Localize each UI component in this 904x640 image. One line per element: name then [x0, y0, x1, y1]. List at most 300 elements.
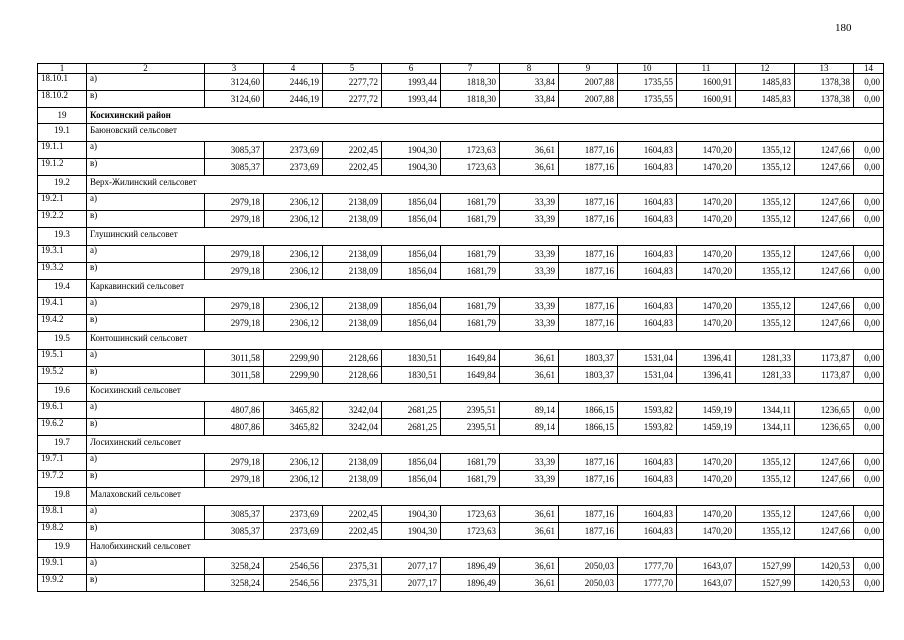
- cell-value: 3124,60: [205, 74, 264, 91]
- group-row: [38, 436, 884, 454]
- cell-value: 2138,09: [323, 315, 382, 332]
- row-label: в): [87, 211, 205, 228]
- cell-value: 1355,12: [736, 506, 795, 523]
- cell-value: 1649,84: [441, 350, 500, 367]
- cell-value: 2202,45: [323, 506, 382, 523]
- cell-value: 1643,07: [677, 558, 736, 575]
- cell-value: 36,61: [500, 350, 559, 367]
- cell-value: 1247,66: [795, 159, 854, 176]
- cell-value: 1866,15: [559, 419, 618, 436]
- row-label: а): [87, 246, 205, 263]
- cell-value: 1355,12: [736, 298, 795, 315]
- cell-value: 33,84: [500, 74, 559, 91]
- group-row: [38, 280, 884, 298]
- cell-value: 1355,12: [736, 211, 795, 228]
- cell-value: 0,00: [854, 575, 884, 592]
- cell-value: 1856,04: [382, 454, 441, 471]
- cell-value: 2446,19: [264, 74, 323, 91]
- cell-value: 1247,66: [795, 471, 854, 488]
- cell-value: 1247,66: [795, 523, 854, 540]
- cell-value: 4807,86: [205, 419, 264, 436]
- cell-value: 0,00: [854, 142, 884, 159]
- group-row: [38, 488, 884, 506]
- cell-value: 1856,04: [382, 194, 441, 211]
- cell-value: 2138,09: [323, 471, 382, 488]
- row-label: в): [87, 367, 205, 384]
- column-number: 2: [87, 64, 205, 74]
- row-label: в): [87, 315, 205, 332]
- cell-value: 2546,56: [264, 575, 323, 592]
- row-code: 19.6.2: [38, 419, 87, 436]
- group-title: Лосихинский сельсовет: [87, 436, 884, 454]
- row-code: 19.5.1: [38, 350, 87, 367]
- cell-value: 3085,37: [205, 142, 264, 159]
- cell-value: 2446,19: [264, 91, 323, 108]
- cell-value: 2979,18: [205, 454, 264, 471]
- group-row: [38, 384, 884, 402]
- column-number: 10: [618, 64, 677, 74]
- cell-value: 1604,83: [618, 506, 677, 523]
- column-number: 11: [677, 64, 736, 74]
- cell-value: 3085,37: [205, 506, 264, 523]
- row-label: а): [87, 74, 205, 91]
- cell-value: 1604,83: [618, 211, 677, 228]
- cell-value: 1470,20: [677, 523, 736, 540]
- cell-value: 0,00: [854, 402, 884, 419]
- cell-value: 1459,19: [677, 402, 736, 419]
- cell-value: 1856,04: [382, 246, 441, 263]
- row-label: а): [87, 506, 205, 523]
- cell-value: 1604,83: [618, 523, 677, 540]
- row-label: в): [87, 263, 205, 280]
- row-code: 19.7.1: [38, 454, 87, 471]
- cell-value: 33,39: [500, 211, 559, 228]
- table-row: [38, 246, 884, 263]
- cell-value: 1877,16: [559, 263, 618, 280]
- table-row: [38, 263, 884, 280]
- cell-value: 1643,07: [677, 575, 736, 592]
- cell-value: 0,00: [854, 211, 884, 228]
- table-row: [38, 91, 884, 108]
- row-code: 18.10.1: [38, 74, 87, 91]
- cell-value: 1877,16: [559, 471, 618, 488]
- cell-value: 1344,11: [736, 402, 795, 419]
- cell-value: 2546,56: [264, 558, 323, 575]
- group-code: 19.7: [38, 436, 87, 454]
- cell-value: 1236,65: [795, 402, 854, 419]
- cell-value: 1877,16: [559, 159, 618, 176]
- table-row: [38, 558, 884, 575]
- cell-value: 1470,20: [677, 298, 736, 315]
- cell-value: 3124,60: [205, 91, 264, 108]
- cell-value: 1877,16: [559, 315, 618, 332]
- cell-value: 2375,31: [323, 558, 382, 575]
- column-number: 13: [795, 64, 854, 74]
- row-label: а): [87, 454, 205, 471]
- cell-value: 0,00: [854, 91, 884, 108]
- row-code: 19.9.1: [38, 558, 87, 575]
- cell-value: 33,39: [500, 471, 559, 488]
- cell-value: 33,39: [500, 454, 559, 471]
- cell-value: 1604,83: [618, 298, 677, 315]
- district-title: Косихинский район: [87, 108, 884, 124]
- table-row: [38, 194, 884, 211]
- cell-value: 2979,18: [205, 194, 264, 211]
- table-row: [38, 575, 884, 592]
- cell-value: 1247,66: [795, 211, 854, 228]
- cell-value: 2306,12: [264, 211, 323, 228]
- row-code: 19.2.2: [38, 211, 87, 228]
- cell-value: 2681,25: [382, 402, 441, 419]
- cell-value: 1355,12: [736, 194, 795, 211]
- cell-value: 2373,69: [264, 159, 323, 176]
- group-row: [38, 332, 884, 350]
- cell-value: 2681,25: [382, 419, 441, 436]
- cell-value: 1830,51: [382, 350, 441, 367]
- cell-value: 2202,45: [323, 142, 382, 159]
- cell-value: 2979,18: [205, 298, 264, 315]
- cell-value: 1470,20: [677, 315, 736, 332]
- cell-value: 1803,37: [559, 367, 618, 384]
- cell-value: 1681,79: [441, 194, 500, 211]
- cell-value: 3011,58: [205, 367, 264, 384]
- cell-value: 0,00: [854, 263, 884, 280]
- cell-value: 2306,12: [264, 471, 323, 488]
- cell-value: 2375,31: [323, 575, 382, 592]
- cell-value: 1896,49: [441, 575, 500, 592]
- cell-value: 2979,18: [205, 471, 264, 488]
- cell-value: 1355,12: [736, 246, 795, 263]
- cell-value: 0,00: [854, 350, 884, 367]
- group-row: [38, 228, 884, 246]
- cell-value: 33,39: [500, 263, 559, 280]
- cell-value: 4807,86: [205, 402, 264, 419]
- cell-value: 0,00: [854, 523, 884, 540]
- column-number: 7: [441, 64, 500, 74]
- cell-value: 1247,66: [795, 315, 854, 332]
- cell-value: 0,00: [854, 558, 884, 575]
- table-row: [38, 471, 884, 488]
- cell-value: 2138,09: [323, 263, 382, 280]
- cell-value: 1681,79: [441, 263, 500, 280]
- group-title: Налобихинский сельсовет: [87, 540, 884, 558]
- group-row: [38, 540, 884, 558]
- cell-value: 2373,69: [264, 523, 323, 540]
- cell-value: 0,00: [854, 74, 884, 91]
- cell-value: 2138,09: [323, 194, 382, 211]
- cell-value: 1247,66: [795, 263, 854, 280]
- cell-value: 1378,38: [795, 91, 854, 108]
- cell-value: 1777,70: [618, 575, 677, 592]
- row-code: 19.6.1: [38, 402, 87, 419]
- cell-value: 1396,41: [677, 350, 736, 367]
- row-code: 19.3.2: [38, 263, 87, 280]
- cell-value: 1681,79: [441, 315, 500, 332]
- cell-value: 1856,04: [382, 298, 441, 315]
- cell-value: 1531,04: [618, 367, 677, 384]
- cell-value: 36,61: [500, 506, 559, 523]
- cell-value: 36,61: [500, 142, 559, 159]
- cell-value: 33,84: [500, 91, 559, 108]
- cell-value: 1904,30: [382, 159, 441, 176]
- row-code: 19.9.2: [38, 575, 87, 592]
- cell-value: 1735,55: [618, 74, 677, 91]
- group-title: Малаховский сельсовет: [87, 488, 884, 506]
- cell-value: 2979,18: [205, 246, 264, 263]
- cell-value: 1396,41: [677, 367, 736, 384]
- cell-value: 1420,53: [795, 575, 854, 592]
- cell-value: 3258,24: [205, 575, 264, 592]
- cell-value: 1877,16: [559, 298, 618, 315]
- group-title: Косихинский сельсовет: [87, 384, 884, 402]
- cell-value: 36,61: [500, 159, 559, 176]
- cell-value: 33,39: [500, 246, 559, 263]
- table-row: [38, 211, 884, 228]
- cell-value: 33,39: [500, 298, 559, 315]
- cell-value: 1604,83: [618, 471, 677, 488]
- cell-value: 2202,45: [323, 159, 382, 176]
- group-title: Верх-Жилинский сельсовет: [87, 176, 884, 194]
- cell-value: 1593,82: [618, 419, 677, 436]
- cell-value: 3258,24: [205, 558, 264, 575]
- cell-value: 36,61: [500, 575, 559, 592]
- cell-value: 0,00: [854, 246, 884, 263]
- cell-value: 2373,69: [264, 506, 323, 523]
- table-row: [38, 367, 884, 384]
- row-code: 19.1.2: [38, 159, 87, 176]
- cell-value: 2306,12: [264, 298, 323, 315]
- cell-value: 1459,19: [677, 419, 736, 436]
- cell-value: 3085,37: [205, 159, 264, 176]
- cell-value: 1604,83: [618, 263, 677, 280]
- cell-value: 1877,16: [559, 194, 618, 211]
- cell-value: 3085,37: [205, 523, 264, 540]
- table-row: [38, 419, 884, 436]
- district-code: 19: [38, 108, 87, 124]
- row-code: 19.1.1: [38, 142, 87, 159]
- cell-value: 2277,72: [323, 91, 382, 108]
- cell-value: 1281,33: [736, 367, 795, 384]
- column-number: 4: [264, 64, 323, 74]
- row-label: а): [87, 402, 205, 419]
- cell-value: 1803,37: [559, 350, 618, 367]
- group-title: Контошинский сельсовет: [87, 332, 884, 350]
- table-row: [38, 159, 884, 176]
- cell-value: 1604,83: [618, 246, 677, 263]
- group-code: 19.9: [38, 540, 87, 558]
- row-code: 18.10.2: [38, 91, 87, 108]
- cell-value: 1723,63: [441, 523, 500, 540]
- cell-value: 3465,82: [264, 402, 323, 419]
- cell-value: 89,14: [500, 419, 559, 436]
- row-label: в): [87, 419, 205, 436]
- row-label: в): [87, 523, 205, 540]
- cell-value: 1681,79: [441, 298, 500, 315]
- table-body: [38, 64, 884, 592]
- cell-value: 0,00: [854, 159, 884, 176]
- cell-value: 1604,83: [618, 454, 677, 471]
- column-number: 14: [854, 64, 884, 74]
- cell-value: 2306,12: [264, 263, 323, 280]
- cell-value: 3242,04: [323, 419, 382, 436]
- cell-value: 2979,18: [205, 263, 264, 280]
- cell-value: 36,61: [500, 558, 559, 575]
- group-title: Каркавинский сельсовет: [87, 280, 884, 298]
- cell-value: 2007,88: [559, 74, 618, 91]
- cell-value: 1723,63: [441, 159, 500, 176]
- cell-value: 1470,20: [677, 159, 736, 176]
- cell-value: 2306,12: [264, 194, 323, 211]
- cell-value: 2138,09: [323, 246, 382, 263]
- row-label: в): [87, 159, 205, 176]
- cell-value: 1355,12: [736, 263, 795, 280]
- cell-value: 1604,83: [618, 315, 677, 332]
- cell-value: 2979,18: [205, 211, 264, 228]
- cell-value: 1470,20: [677, 194, 736, 211]
- cell-value: 2306,12: [264, 454, 323, 471]
- cell-value: 1470,20: [677, 506, 736, 523]
- cell-value: 0,00: [854, 298, 884, 315]
- cell-value: 1281,33: [736, 350, 795, 367]
- row-code: 19.2.1: [38, 194, 87, 211]
- row-label: а): [87, 142, 205, 159]
- cell-value: 1470,20: [677, 263, 736, 280]
- group-title: Глушинский сельсовет: [87, 228, 884, 246]
- table-row: [38, 506, 884, 523]
- column-number: 1: [38, 64, 87, 74]
- cell-value: 2373,69: [264, 142, 323, 159]
- cell-value: 1856,04: [382, 263, 441, 280]
- cell-value: 2128,66: [323, 367, 382, 384]
- cell-value: 1877,16: [559, 211, 618, 228]
- table-row: [38, 350, 884, 367]
- cell-value: 2050,03: [559, 575, 618, 592]
- cell-value: 1344,11: [736, 419, 795, 436]
- cell-value: 2138,09: [323, 211, 382, 228]
- cell-value: 1856,04: [382, 471, 441, 488]
- cell-value: 1173,87: [795, 367, 854, 384]
- cell-value: 1236,65: [795, 419, 854, 436]
- table-row: [38, 315, 884, 332]
- table-row: [38, 74, 884, 91]
- cell-value: 1877,16: [559, 506, 618, 523]
- cell-value: 0,00: [854, 315, 884, 332]
- group-code: 19.6: [38, 384, 87, 402]
- cell-value: 1681,79: [441, 454, 500, 471]
- cell-value: 1681,79: [441, 471, 500, 488]
- cell-value: 1904,30: [382, 142, 441, 159]
- cell-value: 2077,17: [382, 558, 441, 575]
- cell-value: 1818,30: [441, 74, 500, 91]
- cell-value: 0,00: [854, 506, 884, 523]
- cell-value: 1485,83: [736, 91, 795, 108]
- row-label: в): [87, 575, 205, 592]
- cell-value: 0,00: [854, 419, 884, 436]
- cell-value: 2202,45: [323, 523, 382, 540]
- cell-value: 1830,51: [382, 367, 441, 384]
- cell-value: 1355,12: [736, 315, 795, 332]
- page-number: 180: [835, 22, 852, 34]
- row-label: а): [87, 350, 205, 367]
- cell-value: 1604,83: [618, 159, 677, 176]
- cell-value: 0,00: [854, 471, 884, 488]
- cell-value: 36,61: [500, 367, 559, 384]
- cell-value: 1600,91: [677, 74, 736, 91]
- cell-value: 33,39: [500, 315, 559, 332]
- row-code: 19.4.1: [38, 298, 87, 315]
- cell-value: 0,00: [854, 367, 884, 384]
- cell-value: 2395,51: [441, 419, 500, 436]
- table-row: [38, 298, 884, 315]
- cell-value: 1355,12: [736, 142, 795, 159]
- group-title: Баюновский сельсовет: [87, 124, 884, 142]
- cell-value: 3465,82: [264, 419, 323, 436]
- cell-value: 1856,04: [382, 315, 441, 332]
- cell-value: 1485,83: [736, 74, 795, 91]
- cell-value: 0,00: [854, 454, 884, 471]
- column-number: 9: [559, 64, 618, 74]
- cell-value: 1904,30: [382, 506, 441, 523]
- cell-value: 1531,04: [618, 350, 677, 367]
- group-code: 19.4: [38, 280, 87, 298]
- cell-value: 1247,66: [795, 246, 854, 263]
- cell-value: 1681,79: [441, 246, 500, 263]
- column-number: 5: [323, 64, 382, 74]
- row-code: 19.5.2: [38, 367, 87, 384]
- cell-value: 1247,66: [795, 506, 854, 523]
- group-code: 19.2: [38, 176, 87, 194]
- row-code: 19.8.1: [38, 506, 87, 523]
- cell-value: 1735,55: [618, 91, 677, 108]
- cell-value: 1777,70: [618, 558, 677, 575]
- group-code: 19.8: [38, 488, 87, 506]
- cell-value: 1593,82: [618, 402, 677, 419]
- cell-value: 1470,20: [677, 246, 736, 263]
- cell-value: 1355,12: [736, 454, 795, 471]
- table-row: [38, 142, 884, 159]
- row-label: в): [87, 91, 205, 108]
- cell-value: 1247,66: [795, 142, 854, 159]
- cell-value: 1600,91: [677, 91, 736, 108]
- cell-value: 1247,66: [795, 454, 854, 471]
- cell-value: 1247,66: [795, 298, 854, 315]
- cell-value: 2128,66: [323, 350, 382, 367]
- cell-value: 1877,16: [559, 246, 618, 263]
- cell-value: 1470,20: [677, 471, 736, 488]
- cell-value: 2007,88: [559, 91, 618, 108]
- row-label: а): [87, 558, 205, 575]
- cell-value: 1866,15: [559, 402, 618, 419]
- cell-value: 1173,87: [795, 350, 854, 367]
- group-code: 19.3: [38, 228, 87, 246]
- row-code: 19.3.1: [38, 246, 87, 263]
- table-row: [38, 402, 884, 419]
- cell-value: 1723,63: [441, 506, 500, 523]
- cell-value: 1604,83: [618, 142, 677, 159]
- table-row: [38, 523, 884, 540]
- cell-value: 1378,38: [795, 74, 854, 91]
- group-code: 19.1: [38, 124, 87, 142]
- cell-value: 33,39: [500, 194, 559, 211]
- cell-value: 1527,99: [736, 558, 795, 575]
- cell-value: 1877,16: [559, 142, 618, 159]
- cell-value: 1470,20: [677, 211, 736, 228]
- group-code: 19.5: [38, 332, 87, 350]
- row-label: а): [87, 194, 205, 211]
- cell-value: 1470,20: [677, 454, 736, 471]
- cell-value: 2299,90: [264, 350, 323, 367]
- cell-value: 1818,30: [441, 91, 500, 108]
